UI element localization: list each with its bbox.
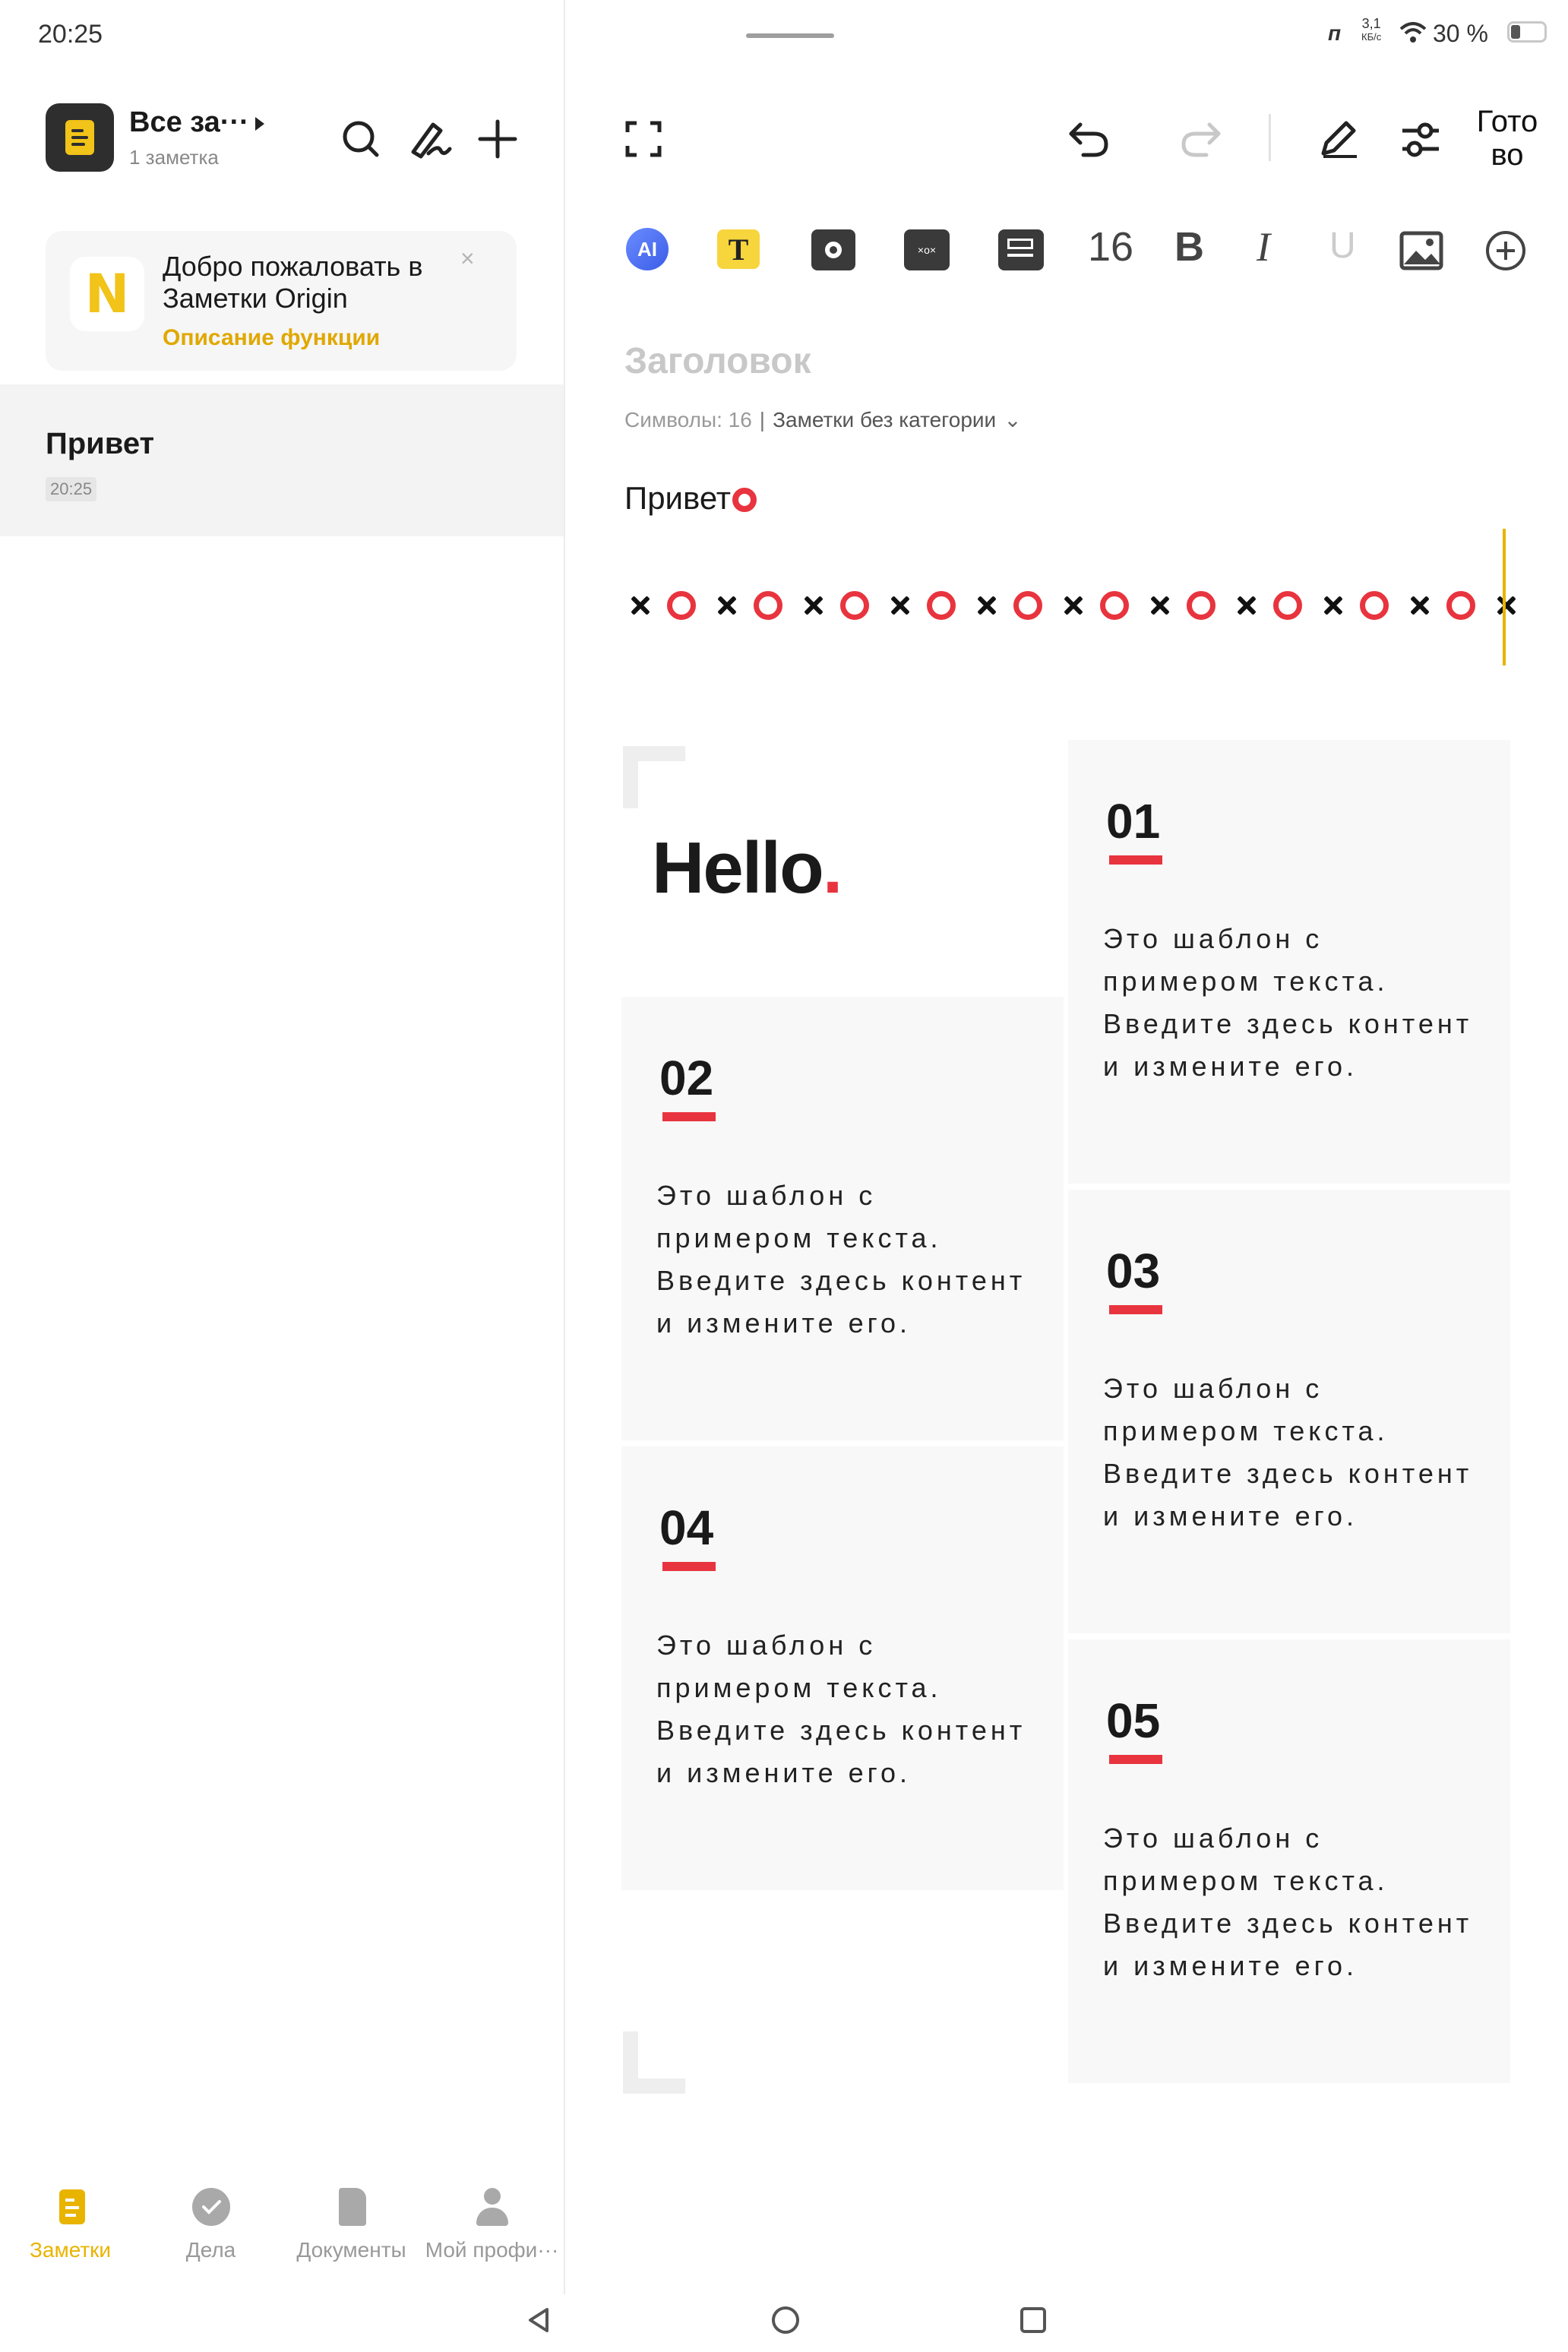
- template-card[interactable]: 02 Это шаблон с примером текста. Введите здесь контент и измените его.: [621, 997, 1064, 1440]
- nav-profile[interactable]: Мой профи···: [422, 2188, 562, 2262]
- network-icon: ᴨ: [1328, 21, 1342, 45]
- nav-notes[interactable]: Заметки: [0, 2188, 141, 2262]
- text-style-icon[interactable]: T: [717, 229, 760, 269]
- settings-sliders-icon[interactable]: [1399, 119, 1442, 161]
- xo-divider-row[interactable]: [624, 590, 1521, 623]
- fullscreen-icon[interactable]: [624, 120, 662, 158]
- done-button[interactable]: Гото во: [1476, 105, 1538, 172]
- folder-icon[interactable]: [46, 103, 114, 172]
- toolbar-divider: [1269, 114, 1271, 161]
- folder-selector[interactable]: Все за···: [129, 106, 249, 138]
- back-icon[interactable]: [524, 2305, 555, 2335]
- feature-description-link[interactable]: Описание функции: [163, 325, 381, 350]
- circle-mark-icon: [732, 488, 757, 512]
- template-hello[interactable]: Hello.: [652, 827, 842, 909]
- status-time: 20:25: [38, 20, 103, 49]
- notes-list-pane: [0, 0, 564, 2352]
- pen-icon[interactable]: [1316, 115, 1361, 161]
- recents-icon[interactable]: [1018, 2305, 1048, 2335]
- add-circle-icon[interactable]: [1484, 229, 1527, 272]
- banner-title: Добро пожаловать в Заметки Origin: [163, 251, 423, 314]
- corner-decoration: [623, 2031, 685, 2094]
- add-note-icon[interactable]: [477, 119, 518, 160]
- pane-divider[interactable]: [564, 0, 565, 2294]
- wifi-icon: [1398, 20, 1428, 44]
- check-circle-icon: [192, 2188, 230, 2226]
- note-title: Привет: [46, 427, 155, 460]
- template-xo-icon[interactable]: ×o×: [904, 229, 950, 270]
- undo-icon[interactable]: [1067, 117, 1111, 160]
- handwriting-icon[interactable]: [407, 117, 453, 163]
- folder-expand-icon[interactable]: [255, 117, 264, 131]
- template-card[interactable]: 05 Это шаблон с примером текста. Введите здесь контент и измените его.: [1068, 1639, 1510, 2083]
- notes-icon: [52, 2188, 90, 2226]
- title-input[interactable]: Заголовок: [624, 341, 811, 381]
- close-icon[interactable]: ×: [460, 245, 475, 272]
- template-card[interactable]: 01 Это шаблон с примером текста. Введите здесь контент и измените его.: [1068, 740, 1510, 1184]
- category-selector[interactable]: Заметки без категории: [773, 408, 997, 432]
- template-card-icon[interactable]: [998, 229, 1044, 270]
- nav-tasks[interactable]: Дела: [141, 2188, 281, 2262]
- underline-icon[interactable]: U: [1329, 226, 1356, 266]
- font-size-button[interactable]: 16: [1088, 224, 1134, 270]
- text-cursor: [1503, 529, 1506, 665]
- network-speed: 3,1 КБ/с: [1361, 16, 1382, 43]
- chevron-down-icon[interactable]: ⌄: [1004, 408, 1022, 432]
- note-meta: Символы: 16 | Заметки без категории ⌄: [624, 408, 1022, 432]
- template-card[interactable]: 04 Это шаблон с примером текста. Введите здесь контент и измените его.: [621, 1446, 1064, 1890]
- image-icon[interactable]: [1399, 231, 1443, 270]
- italic-button[interactable]: I: [1257, 224, 1270, 270]
- profile-icon: [473, 2188, 511, 2226]
- bold-button[interactable]: B: [1174, 224, 1204, 270]
- drag-handle[interactable]: [746, 33, 834, 38]
- ai-icon[interactable]: AI: [626, 228, 669, 270]
- app-logo: N: [70, 257, 144, 331]
- template-icon-1[interactable]: [811, 229, 855, 270]
- nav-documents[interactable]: Документы: [281, 2188, 422, 2262]
- home-icon[interactable]: [770, 2305, 801, 2335]
- battery-icon: [1507, 21, 1547, 43]
- corner-decoration: [623, 746, 685, 808]
- redo-icon[interactable]: [1179, 117, 1223, 160]
- battery-percent: 30 %: [1433, 20, 1488, 47]
- note-count: 1 заметка: [129, 146, 219, 169]
- note-body-text[interactable]: Привет: [624, 480, 757, 517]
- bottom-navigation: [0, 2188, 564, 2279]
- document-icon: [333, 2188, 371, 2226]
- search-icon[interactable]: [340, 119, 381, 160]
- template-card[interactable]: 03 Это шаблон с примером текста. Введите здесь контент и измените его.: [1068, 1190, 1510, 1633]
- note-timestamp: 20:25: [46, 477, 96, 501]
